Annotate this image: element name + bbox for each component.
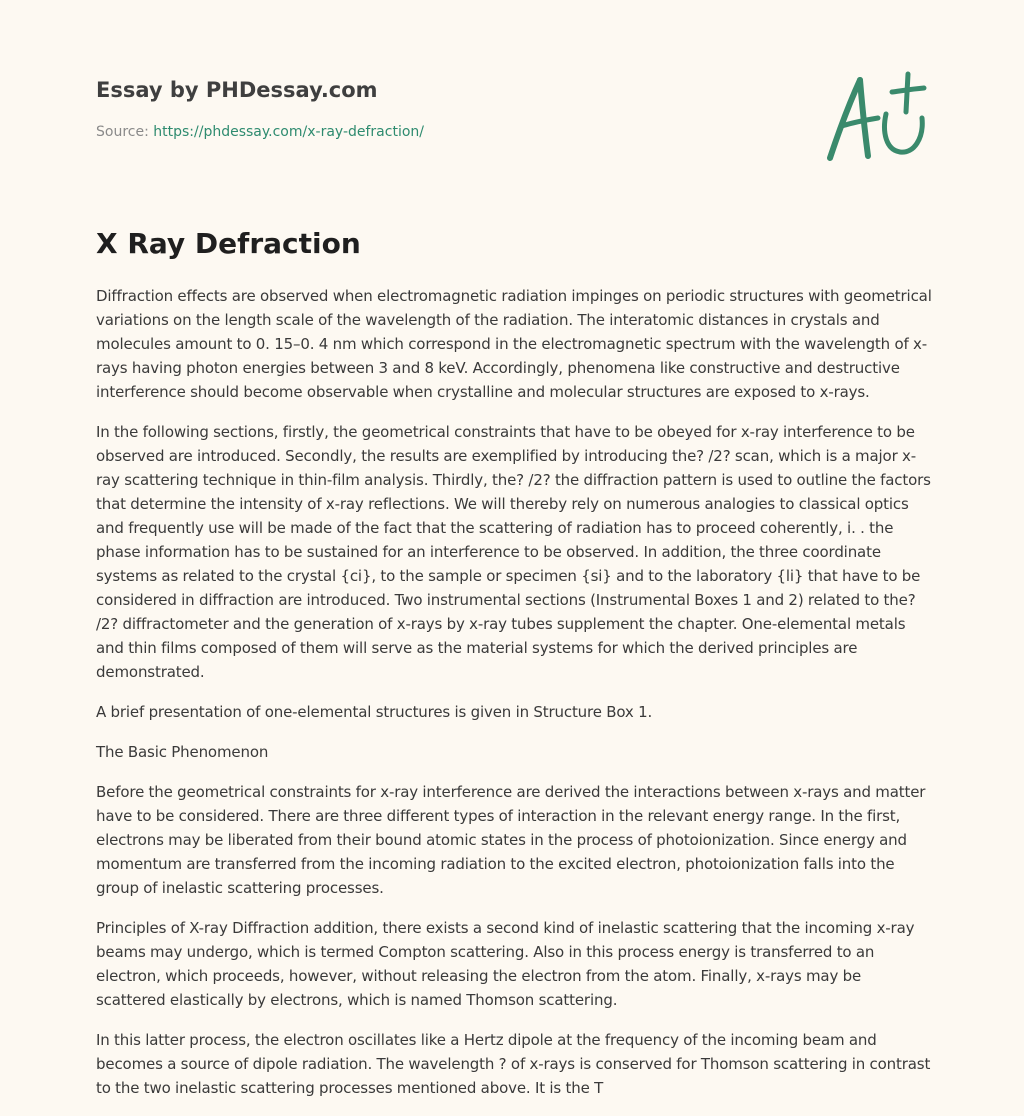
site-title: Essay by PHDessay.com xyxy=(96,78,378,102)
paragraph: A brief presentation of one-elemental structures is given in Structure Box 1. xyxy=(96,703,653,721)
a-plus-logo-icon xyxy=(820,64,932,168)
paragraph: Diffraction effects are observed when electromagnetic radiation impinges on periodic structures with geometrical variations on the length scale of the wavelength of the radiation. The interatomic distances in crystals and molecules amount to 0. 15–0. 4 nm which correspond in the electromagnetic spectrum with the wavelength of x-rays having photon energies between 3 and 8 keV. Accordingly, phenomena like constructive and destructive interference should become observable when crystalline and molecular structures are exposed to x-rays. xyxy=(96,287,932,401)
paragraph: Before the geometrical constraints for x-ray interference are derived the interactions between x-rays and matter have to be considered. There are three different types of interaction in the relevant energy range. In the first, electrons may be liberated from their bound atomic states in the process of photoionization. Since energy and momentum are transferred from the incoming radiation to the excited electron, photoionization falls into the group of inelastic scattering processes. xyxy=(96,783,926,897)
paragraph: Principles of X-ray Diffraction addition, there exists a second kind of inelastic scattering that the incoming x-ray beams may undergo, which is termed Compton scattering. Also in this process energy is transferred to an electron, which proceeds, however, without releasing the electron from the atom. Finally, x-rays may be scattered elastically by electrons, which is named Thomson scattering. xyxy=(96,919,915,1009)
paragraph: In this latter process, the electron oscillates like a Hertz dipole at the frequency of the incoming beam and becomes a source of dipole radiation. The wavelength ? of x-rays is conserved for Thomson scattering in contrast to the two inelastic scattering processes mentioned above. It is the T xyxy=(96,1031,931,1097)
article-body xyxy=(96,284,932,1116)
source-line xyxy=(96,122,926,142)
source-label: Source: xyxy=(96,124,154,140)
page-header xyxy=(96,76,926,142)
section-heading: The Basic Phenomenon xyxy=(96,743,269,761)
source-link[interactable]: https://phdessay.com/x-ray-defraction/ xyxy=(153,124,424,140)
article-title: X Ray Defraction xyxy=(96,227,361,260)
paragraph: In the following sections, firstly, the geometrical constraints that have to be obeyed for x-ray interference to be observed are introduced. Secondly, the results are exemplified by introducing the? /2? scan, which is a major x-ray scattering technique in thin-film analysis. Thirdly, the? /2? the diffraction pattern is used to outline the factors that determine the intensity of x-ray reflections. We will thereby rely on numerous analogies to classical optics and frequently use will be made of the fact that the scattering of radiation has to proceed coherently, i. . the phase information has to be sustained for an interference to be observed. In addition, the three coordinate systems as related to the crystal {ci}, to the sample or specimen {si} and to the laboratory {li} that have to be considered in diffraction are introduced. Two instrumental sections (Instrumental Boxes 1 and 2) related to the? /2? diffractometer and the generation of x-rays by x-ray tubes supplement the chapter. One-elemental metals and thin films composed of them will serve as the material systems for which the derived principles are demonstrated. xyxy=(96,423,931,681)
